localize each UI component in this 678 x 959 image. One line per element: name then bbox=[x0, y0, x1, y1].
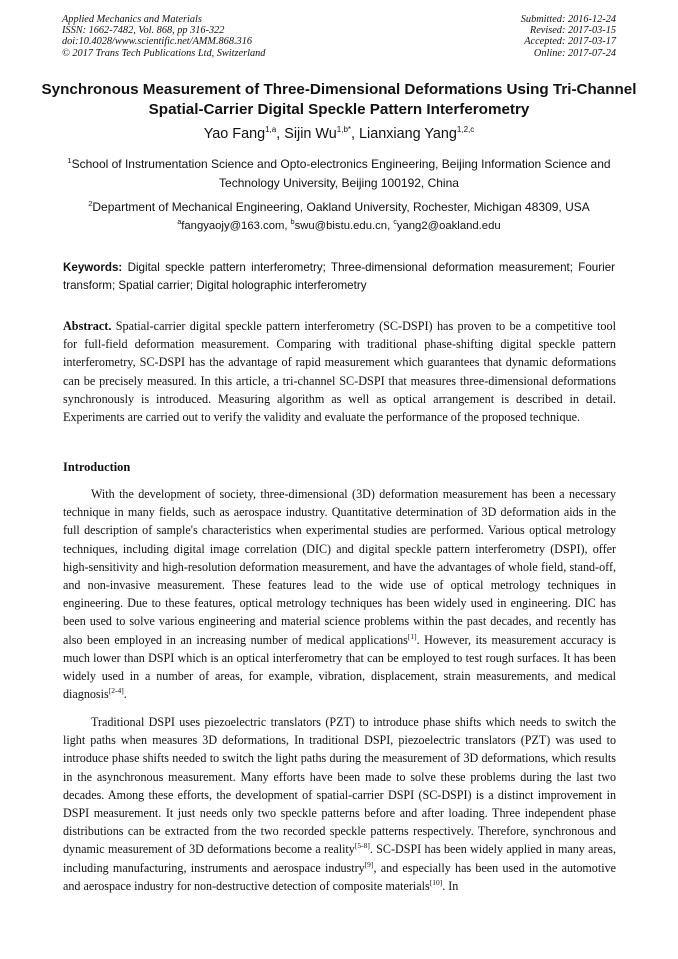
abstract-text: Spatial-carrier digital speckle pattern interferometry (SC-DSPI) has proven to be a competitive tool for full-field deformation measurement. Comparing with traditional phase-shifting digital speckle pattern interferometry, SC-DSPI has the advantage of rapid measurement which guarantees that dynamic deformations can be precisely measured. In this article, a tri-channel SC-DSPI that measures three-dimensional deformations synchronously is introduced. Measuring algorithm as well as optical arrangement is described in detail. Experiments are carried out to verify the validity and evaluate the performance of the proposed technique. bbox=[63, 319, 616, 425]
email-separator: , bbox=[284, 219, 291, 232]
citation-reference: [5-8] bbox=[354, 841, 370, 851]
author-name: Lianxiang Yang bbox=[359, 125, 457, 142]
journal-info bbox=[62, 14, 265, 59]
keywords bbox=[63, 259, 615, 295]
email-address: yang2@oakland.edu bbox=[396, 219, 501, 232]
author-affiliation-mark: 1,2,c bbox=[456, 125, 475, 134]
author-separator: , bbox=[276, 125, 285, 142]
paragraph-text: , and especially has been used in the automotive and aerospace industry for non-destructive detection of composite materials bbox=[63, 860, 616, 893]
author-affiliation-mark: 1,a bbox=[265, 125, 277, 134]
author-name: Sijin Wu bbox=[284, 125, 337, 142]
author-affiliation-mark: 1,b* bbox=[336, 125, 351, 134]
email-address: swu@bistu.edu.cn bbox=[294, 219, 388, 232]
affiliation-text: Department of Mechanical Engineering, Oakland University, Rochester, Michigan 48309, USA bbox=[92, 200, 590, 214]
citation-reference: [10] bbox=[429, 877, 443, 887]
citation-reference: [1] bbox=[407, 631, 417, 641]
affiliation-1 bbox=[62, 151, 616, 193]
author-separator: , bbox=[351, 125, 359, 142]
keywords-text: Digital speckle pattern interferometry; Three-dimensional deformation measurement; Fourier transform; Spatial carrier; Digital holographic interferometry bbox=[63, 261, 615, 292]
email-address: fangyaojy@163.com bbox=[181, 219, 285, 232]
revised-date: Revised: 2017-03-15 bbox=[529, 25, 616, 37]
body-paragraph-2 bbox=[63, 713, 616, 895]
keywords-label: Keywords: bbox=[63, 261, 123, 274]
publication-dates bbox=[521, 14, 616, 59]
email-separator: , bbox=[387, 219, 394, 232]
accepted-date: Accepted: 2017-03-17 bbox=[524, 36, 616, 48]
email-mark: b bbox=[290, 219, 295, 226]
affiliation-mark: 1 bbox=[67, 156, 72, 165]
section-heading-introduction: Introduction bbox=[63, 460, 131, 474]
copyright-line: © 2017 Trans Tech Publications Ltd, Switzerland bbox=[62, 47, 266, 59]
affiliation-mark: 2 bbox=[88, 199, 93, 208]
affiliation-text: School of Instrumentation Science and Opto-electronics Engineering, Beijing Information Science and Technology University, Beijing 100192, China bbox=[71, 157, 611, 190]
body-paragraph-1 bbox=[63, 485, 616, 703]
paragraph-text: . In bbox=[442, 878, 459, 893]
paragraph-text: Traditional DSPI uses piezoelectric translators (PZT) to introduce phase shifts which needs to switch the light paths when measures 3D deformations, In traditional DSPI, piezoelectric translators (PZT) was used to introduce phase shifts needed to switch the light paths during the measurement of 3D deformations, which results in the asynchronous measurement. Many efforts have been made to solve these problems during the last two decades. Among these efforts, the development of spatial-carrier DSPI (SC-DSPI) is a distinct improvement in DSPI measurement. It just needs only two speckle patterns before and after loading. Three independent phase distributions can be extracted from the two recorded speckle patterns respectively. Therefore, synchronous and dynamic measurement of 3D deformations become a reality bbox=[63, 715, 616, 857]
paragraph-text: . SC-DSPI has been widely applied in many areas, including manufacturing, instruments and aerospace industry bbox=[63, 842, 617, 875]
affiliation-2 bbox=[62, 194, 616, 217]
email-list bbox=[0, 219, 678, 232]
email-mark: a bbox=[177, 219, 182, 226]
citation-reference: [9] bbox=[364, 859, 374, 869]
paragraph-text: With the development of society, three-dimensional (3D) deformation measurement has been a necessary technique in many fields, such as aerospace industry. Quantitative determination of 3D deformation aids in the full description of sample's characteristics when experimental studies are performed. Various optical metrology techniques, including digital image correlation (DIC) and digital speckle pattern interferometry (DSPI), offer high-sensitivity and high-resolution deformation measurement, and have the advantages of whole field, stand-off, and non-invasive measurement. These features lead to the wide use of optical metrology techniques in engineering. Due to these features, optical metrology techniques has been widely used in engineering. DIC has been used to solve various engineering and material science problems within the past decades, and recently has also been employed in an increasing number of medical applications bbox=[63, 487, 616, 647]
journal-name: Applied Mechanics and Materials bbox=[62, 14, 202, 25]
doi-line: doi:10.4028/www.scientific.net/AMM.868.316 bbox=[62, 36, 252, 48]
abstract-label: Abstract. bbox=[63, 319, 112, 333]
abstract bbox=[63, 317, 616, 426]
author-list bbox=[0, 125, 678, 142]
online-date: Online: 2017-07-24 bbox=[533, 47, 616, 59]
paper-title: Synchronous Measurement of Three-Dimensional Deformations Using Tri-Channel Spatial-Carrier Digital Speckle Pattern Interferometry bbox=[41, 81, 637, 118]
submitted-date: Submitted: 2016-12-24 bbox=[520, 14, 616, 25]
paragraph-text: . bbox=[123, 687, 127, 702]
paragraph-text: . However, its measurement accuracy is much lower than DSPI which is an optical interferometry that can be employed to test rough surfaces. It has been widely used in a number of areas, for example, vibration, displacement, strain measurements, and medical diagnosis bbox=[63, 632, 616, 702]
email-mark: c bbox=[393, 219, 397, 226]
author-name: Yao Fang bbox=[203, 125, 266, 142]
citation-reference: [2-4] bbox=[108, 686, 124, 696]
issn-line: ISSN: 1662-7482, Vol. 868, pp 316-322 bbox=[62, 25, 225, 37]
